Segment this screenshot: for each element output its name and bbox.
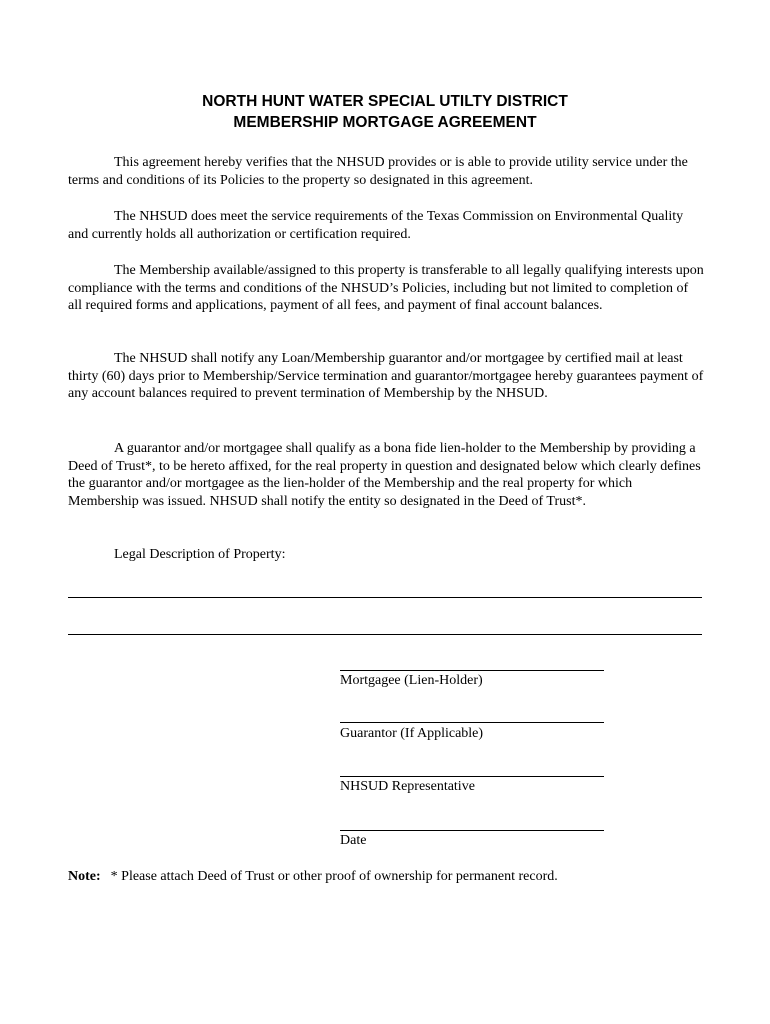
nhsud-representative-label: NHSUD Representative xyxy=(340,779,475,794)
guarantor-signature-label: Guarantor (If Applicable) xyxy=(340,726,484,741)
legal-description-line-1[interactable] xyxy=(68,597,702,598)
note-label: Note: xyxy=(68,869,101,884)
date-line[interactable] xyxy=(340,830,604,831)
note xyxy=(68,868,558,885)
paragraph-termination-notice: The NHSUD shall notify any Loan/Membership guarantor and/or mortgagee by certified mail at least thirty (60) days prior to Membership/Service termination and guarantor/mortgagee hereby guarantees payment of any account balances required to prevent termination of Membership by the NHSUD. xyxy=(68,351,704,401)
paragraph-service-verification: This agreement hereby verifies that the NHSUD provides or is able to provide utility service under the terms and conditions of its Policies to the property so designated in this agreement. xyxy=(68,155,688,188)
mortgagee-signature-line[interactable] xyxy=(340,670,604,671)
legal-description-line-2[interactable] xyxy=(68,634,702,635)
guarantor-signature-line[interactable] xyxy=(340,722,604,723)
paragraph-membership-transfer: The Membership available/assigned to this property is transferable to all legally qualifying interests upon compliance with the terms and conditions of the NHSUD’s Policies, including but not limited to completion of all required forms and applications, payment of all fees, and payment of final account balances. xyxy=(68,263,704,313)
paragraph-tceq-requirements: The NHSUD does meet the service requirements of the Texas Commission on Environmental Quality and currently holds all authorization or certification required. xyxy=(68,209,684,242)
paragraph-lien-holder: A guarantor and/or mortgagee shall qualify as a bona fide lien-holder to the Membership by providing a Deed of Trust*, to be hereto affixed, for the real property in question and designated below which clearly defines the guarantor and/or mortgagee as the lien-holder of the Membership and the real property for which Membership was issued. NHSUD shall notify the entity so designated in the Deed of Trust*. xyxy=(68,441,701,509)
nhsud-representative-signature-line[interactable] xyxy=(340,776,604,777)
document-title: NORTH HUNT WATER SPECIAL UTILTY DISTRICT xyxy=(202,93,568,110)
mortgagee-signature-label: Mortgagee (Lien-Holder) xyxy=(340,673,483,688)
legal-description-label: Legal Description of Property: xyxy=(114,547,286,562)
note-text: * Please attach Deed of Trust or other proof of ownership for permanent record. xyxy=(110,869,558,884)
date-label: Date xyxy=(340,833,367,848)
document-subtitle: MEMBERSHIP MORTGAGE AGREEMENT xyxy=(233,114,537,131)
